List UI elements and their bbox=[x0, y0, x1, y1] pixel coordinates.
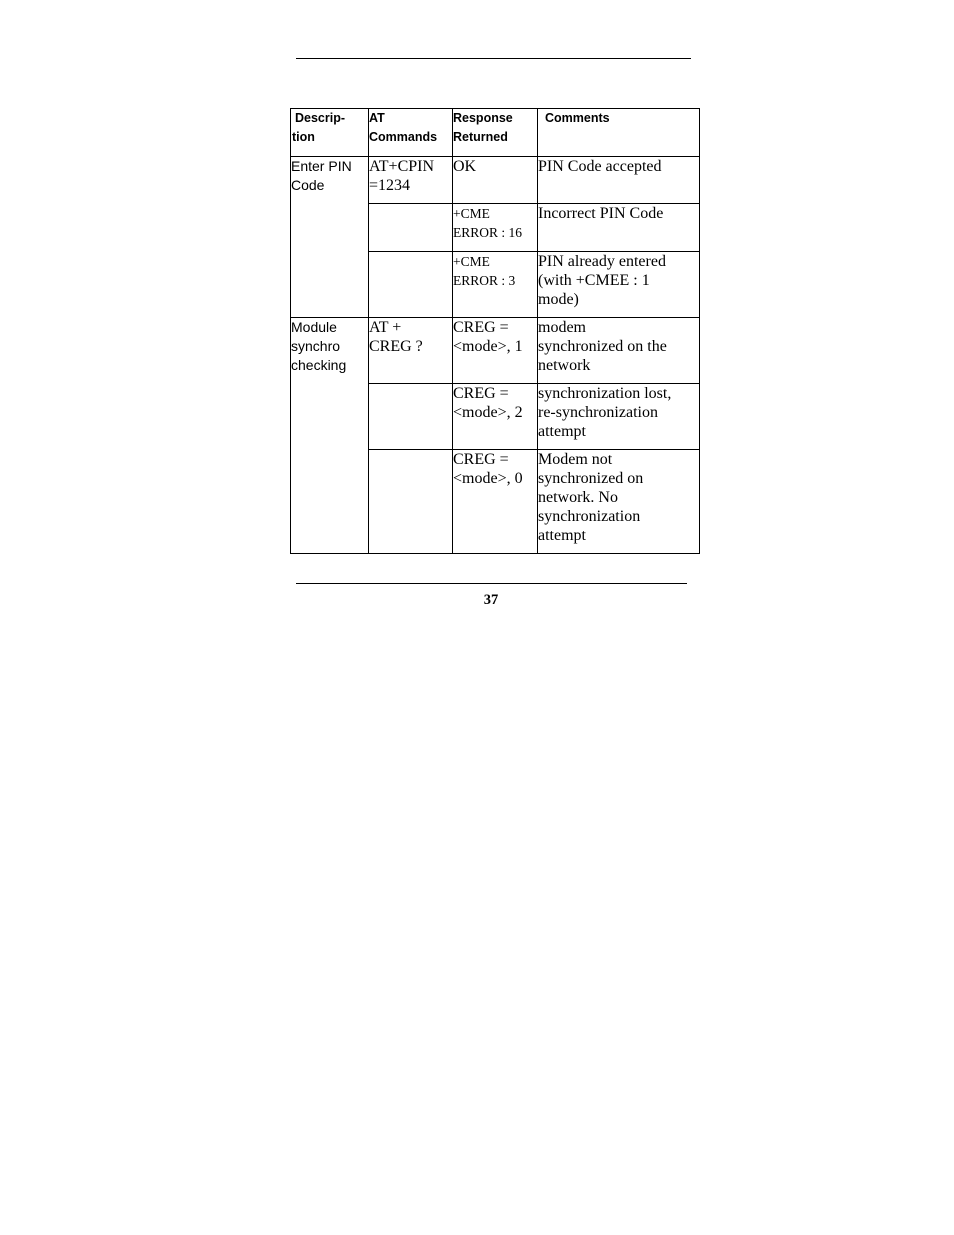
header-at-commands: AT Commands bbox=[369, 109, 453, 157]
header-rule bbox=[296, 58, 691, 59]
cell-response: OK bbox=[453, 157, 538, 204]
row-description-module-sync: Module synchro checking bbox=[291, 318, 369, 554]
cell-command bbox=[369, 384, 453, 450]
cell-comment: PIN Code accepted bbox=[538, 157, 700, 204]
header-response-returned: Response Returned bbox=[453, 109, 538, 157]
cell-command bbox=[369, 252, 453, 318]
cell-response: CREG = <mode>, 0 bbox=[453, 450, 538, 554]
cell-command bbox=[369, 204, 453, 252]
header-description: Descrip- tion bbox=[291, 109, 369, 157]
row-description-enter-pin: Enter PIN Code bbox=[291, 157, 369, 318]
cell-command bbox=[369, 450, 453, 554]
table-row bbox=[291, 157, 700, 204]
cell-command: AT+CPIN =1234 bbox=[369, 157, 453, 204]
cell-comment: modem synchronized on the network bbox=[538, 318, 700, 384]
footer-rule bbox=[296, 583, 687, 584]
table-row bbox=[291, 318, 700, 384]
table-header-row bbox=[291, 109, 700, 157]
cell-comment: synchronization lost, re-synchronization attempt bbox=[538, 384, 700, 450]
page-number: 37 bbox=[483, 592, 499, 608]
header-comments: Comments bbox=[538, 109, 700, 157]
cell-comment: Modem not synchronized on network. No synchronization attempt bbox=[538, 450, 700, 554]
cell-response: +CME ERROR : 3 bbox=[453, 252, 538, 318]
at-command-table bbox=[290, 108, 700, 554]
cell-comment: PIN already entered (with +CMEE : 1 mode) bbox=[538, 252, 700, 318]
cell-response: CREG = <mode>, 2 bbox=[453, 384, 538, 450]
cell-response: +CME ERROR : 16 bbox=[453, 204, 538, 252]
cell-response: CREG = <mode>, 1 bbox=[453, 318, 538, 384]
cell-comment: Incorrect PIN Code bbox=[538, 204, 700, 252]
cell-command: AT + CREG ? bbox=[369, 318, 453, 384]
